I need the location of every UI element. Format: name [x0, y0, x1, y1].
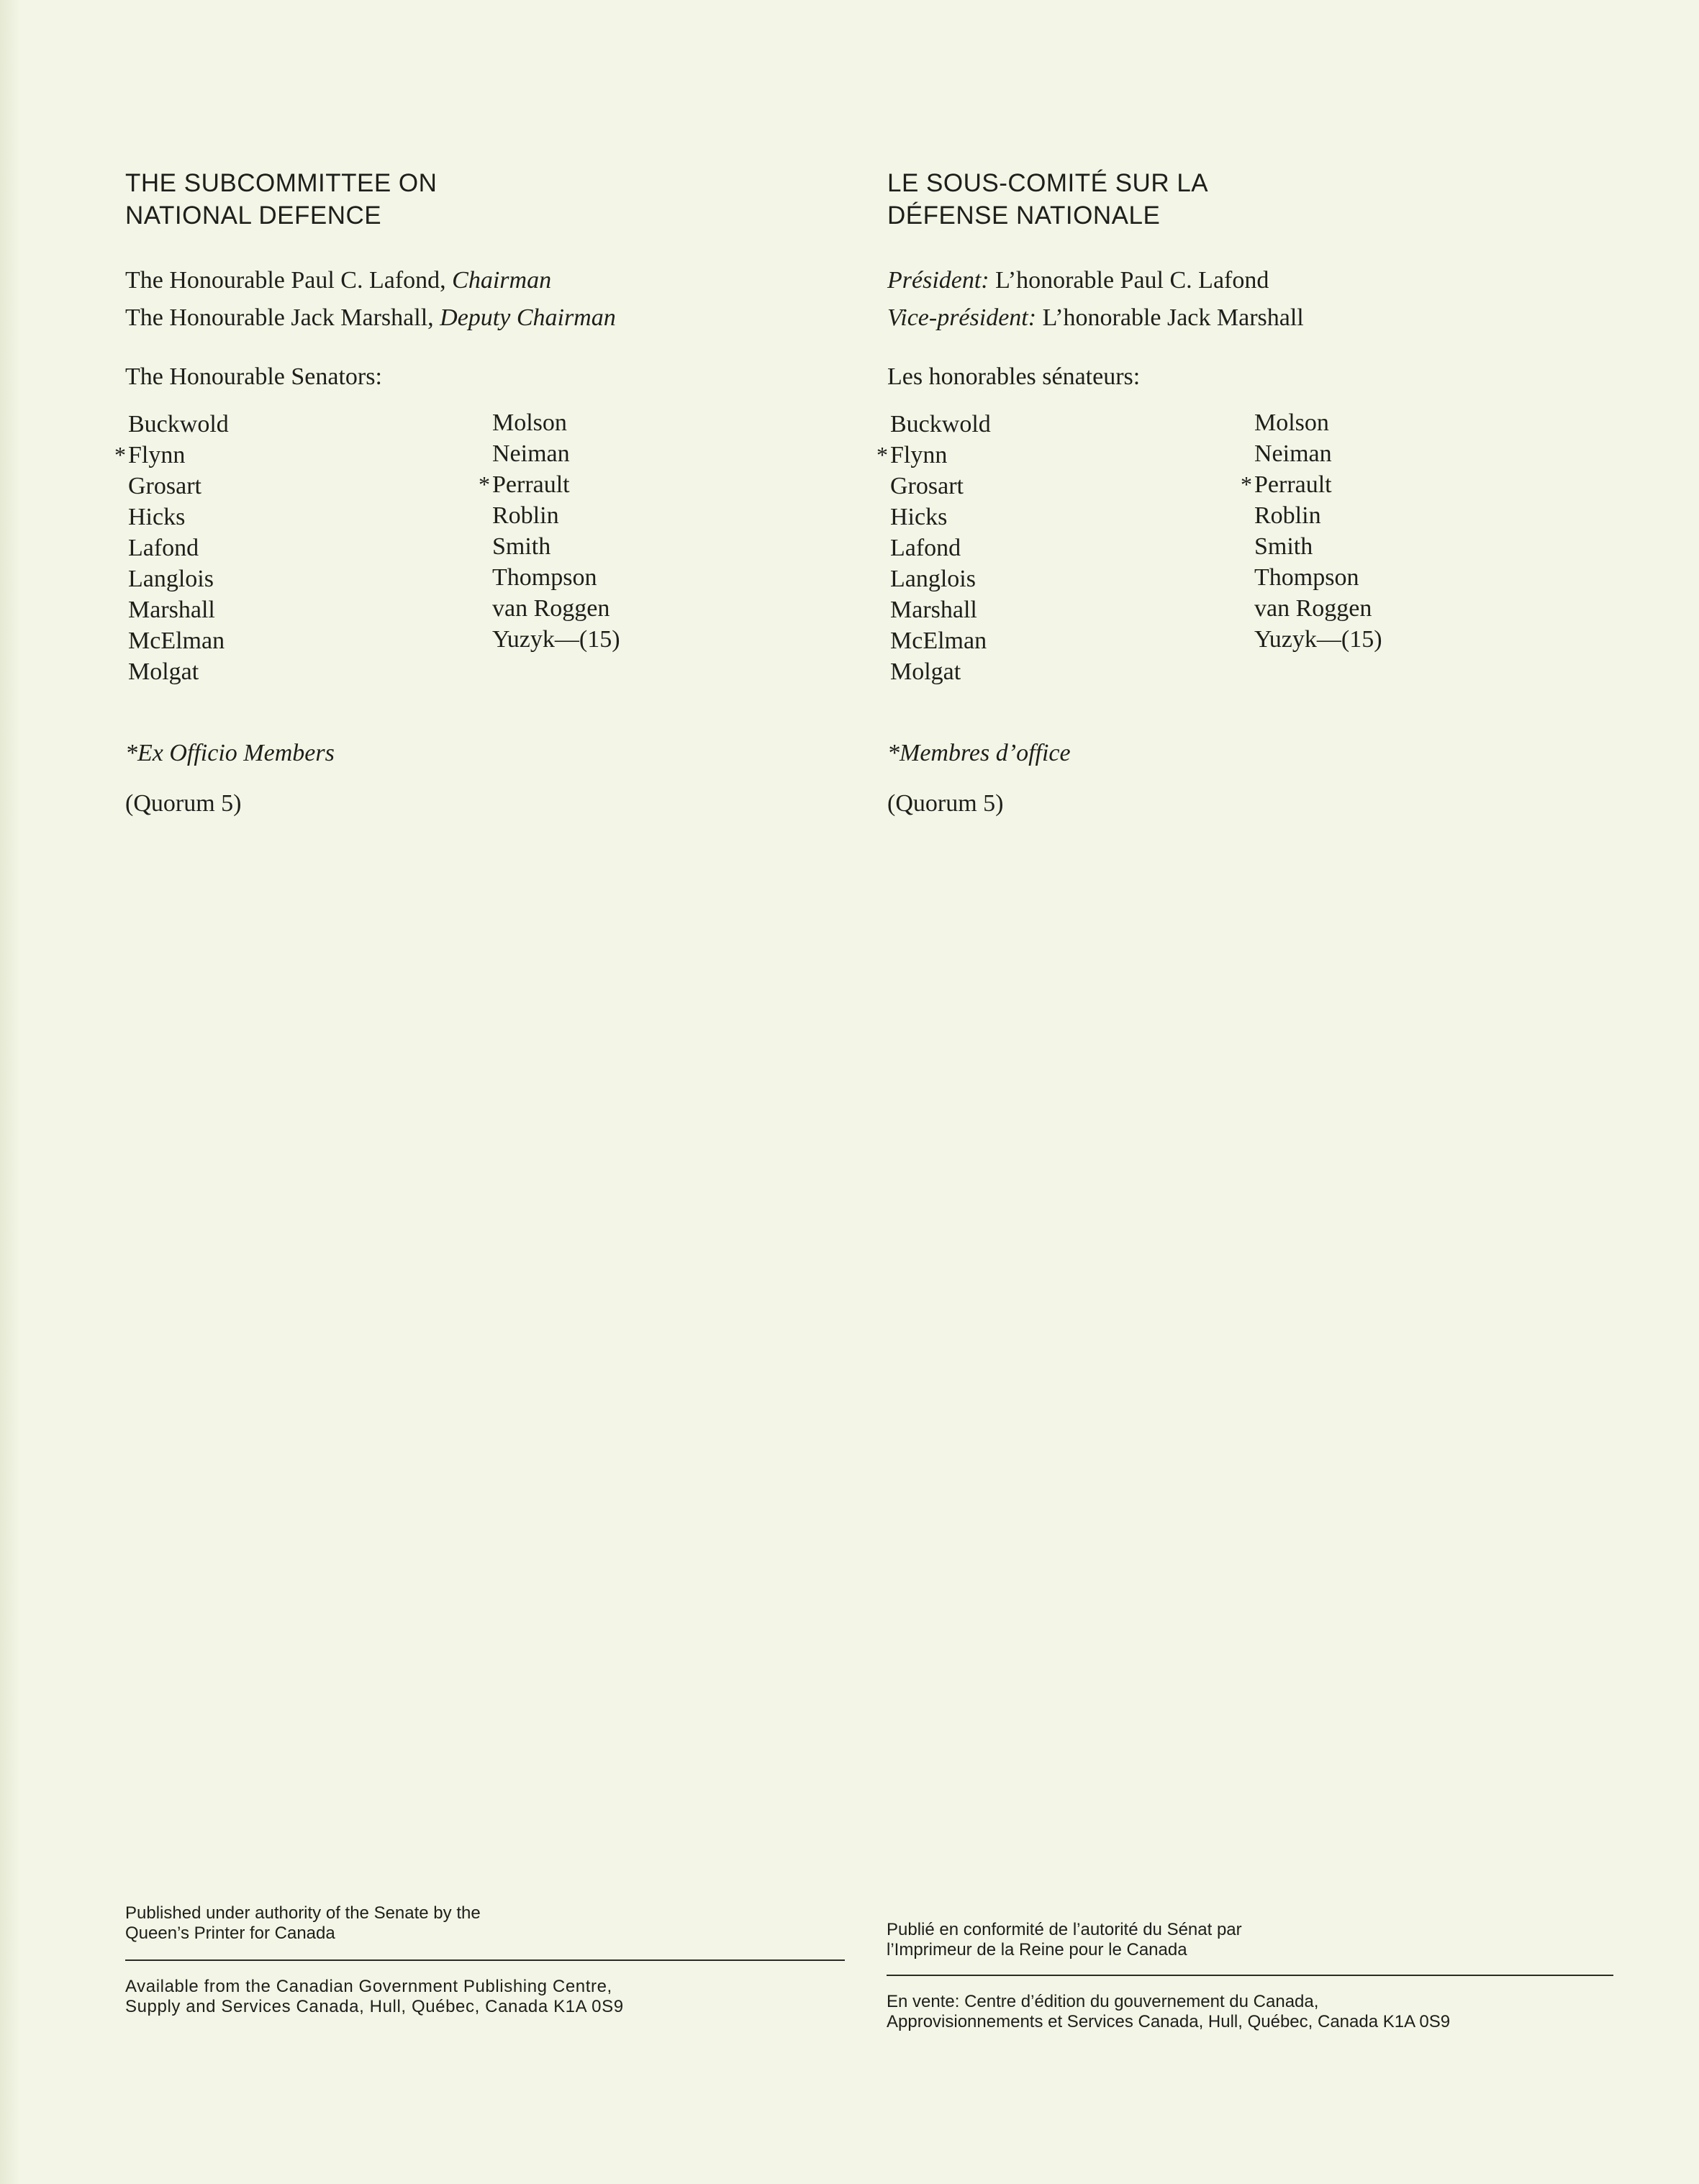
french-published-note: [887, 1920, 1613, 1960]
english-deputy-line: [125, 299, 845, 337]
french-senators-label: Les honorables sénateurs:: [887, 363, 1141, 390]
english-published-line-1: Published under authority of the Senate by the: [125, 1903, 481, 1923]
english-availability-note: [125, 1977, 852, 2017]
english-ex-officio-note: *Ex Officio Members: [125, 740, 335, 766]
senator-name: Neiman: [492, 440, 570, 467]
french-president-line: [887, 262, 1607, 299]
english-quorum: (Quorum 5): [125, 790, 242, 817]
english-published-line-2: Queen’s Printer for Canada: [125, 1924, 335, 1943]
french-footer: [887, 1920, 1613, 2032]
senator-name: Marshall: [128, 597, 215, 623]
french-published-line-1: Publié en conformité de l’autorité du Sénat par: [887, 1920, 1242, 1939]
senator-name: Lafond: [128, 535, 199, 561]
senator-name: Molgat: [128, 658, 199, 685]
french-heading-line-1: LE SOUS-COMITÉ SUR LA: [887, 169, 1209, 197]
senator-name: Neiman: [1254, 440, 1332, 467]
french-vice-line: [887, 299, 1607, 337]
english-available-line-1: Available from the Canadian Government Publishing Centre,: [125, 1977, 612, 1996]
senator-name: Grosart: [890, 473, 964, 499]
senator-name: McElman: [128, 627, 225, 654]
english-members: [114, 409, 845, 689]
senator-name: Smith: [492, 533, 551, 560]
senator-name: Roblin: [1254, 502, 1321, 529]
french-members: [876, 409, 1607, 689]
senator-name: Buckwold: [128, 411, 229, 438]
senator-name: Thompson: [1254, 564, 1359, 591]
french-footer-rule: [887, 1975, 1613, 1976]
french-available-line-2: Approvisionnements et Services Canada, Hull, Québec, Canada K1A 0S9: [887, 2012, 1451, 2031]
senator-name: Molgat: [890, 658, 961, 685]
english-published-note: [125, 1903, 852, 1944]
page-edge: [0, 0, 20, 2184]
chairman-role: Chairman: [452, 267, 552, 294]
french-members-list-b: [1241, 407, 1382, 655]
english-footer-rule: [125, 1959, 845, 1961]
english-senators-label: The Honourable Senators:: [125, 363, 382, 390]
senator-name: Marshall: [890, 597, 977, 623]
president-role: Président:: [887, 267, 989, 294]
senator-name: Buckwold: [890, 411, 991, 438]
senator-name: * Perrault: [479, 471, 570, 498]
deputy-role: Deputy Chairman: [440, 304, 616, 331]
french-officers: [887, 262, 1607, 337]
senator-name: Molson: [492, 409, 567, 436]
french-availability-note: [887, 1992, 1613, 2032]
french-ex-officio-note: *Membres d’office: [887, 740, 1071, 766]
senator-name: Hicks: [128, 504, 186, 530]
english-members-list-a: [114, 409, 229, 687]
senator-name: Yuzyk—(15): [492, 626, 620, 653]
senator-name: * Flynn: [114, 442, 186, 468]
president-name: L’honorable Paul C. Lafond: [989, 267, 1269, 294]
english-heading-line-1: THE SUBCOMMITTEE ON: [125, 169, 438, 197]
french-heading-line-2: DÉFENSE NATIONALE: [887, 201, 1161, 230]
french-column: [876, 167, 1607, 817]
english-available-line-2: Supply and Services Canada, Hull, Québec, Canada K1A 0S9: [125, 1997, 624, 2016]
senator-name: Grosart: [128, 473, 201, 499]
french-heading: [887, 167, 1607, 232]
senator-name: Yuzyk—(15): [1254, 626, 1382, 653]
french-quorum: (Quorum 5): [887, 790, 1004, 817]
chairman-name: The Honourable Paul C. Lafond,: [125, 267, 453, 294]
english-members-list-b: [479, 407, 620, 655]
english-heading: [125, 167, 845, 232]
vice-name: L’honorable Jack Marshall: [1036, 304, 1304, 331]
senator-name: McElman: [890, 627, 987, 654]
senator-name: Langlois: [890, 566, 976, 592]
senator-name: * Perrault: [1241, 471, 1332, 498]
senator-name: Lafond: [890, 535, 961, 561]
senator-name: Langlois: [128, 566, 214, 592]
english-column: [114, 167, 845, 817]
senator-name: van Roggen: [492, 595, 610, 622]
senator-name: Molson: [1254, 409, 1329, 436]
deputy-name: The Honourable Jack Marshall,: [125, 304, 440, 331]
english-heading-line-2: NATIONAL DEFENCE: [125, 201, 382, 230]
senator-name: van Roggen: [1254, 595, 1372, 622]
english-footer: [125, 1903, 852, 2017]
french-published-line-2: l’Imprimeur de la Reine pour le Canada: [887, 1940, 1187, 1959]
english-chairman-line: [125, 262, 845, 299]
english-officers: [125, 262, 845, 337]
french-members-list-a: [876, 409, 991, 687]
senator-name: Roblin: [492, 502, 559, 529]
senator-name: Thompson: [492, 564, 597, 591]
senator-name: * Flynn: [876, 442, 948, 468]
vice-role: Vice-président:: [887, 304, 1037, 331]
senator-name: Hicks: [890, 504, 948, 530]
french-available-line-1: En vente: Centre d’édition du gouvernement du Canada,: [887, 1992, 1319, 2011]
senator-name: Smith: [1254, 533, 1313, 560]
